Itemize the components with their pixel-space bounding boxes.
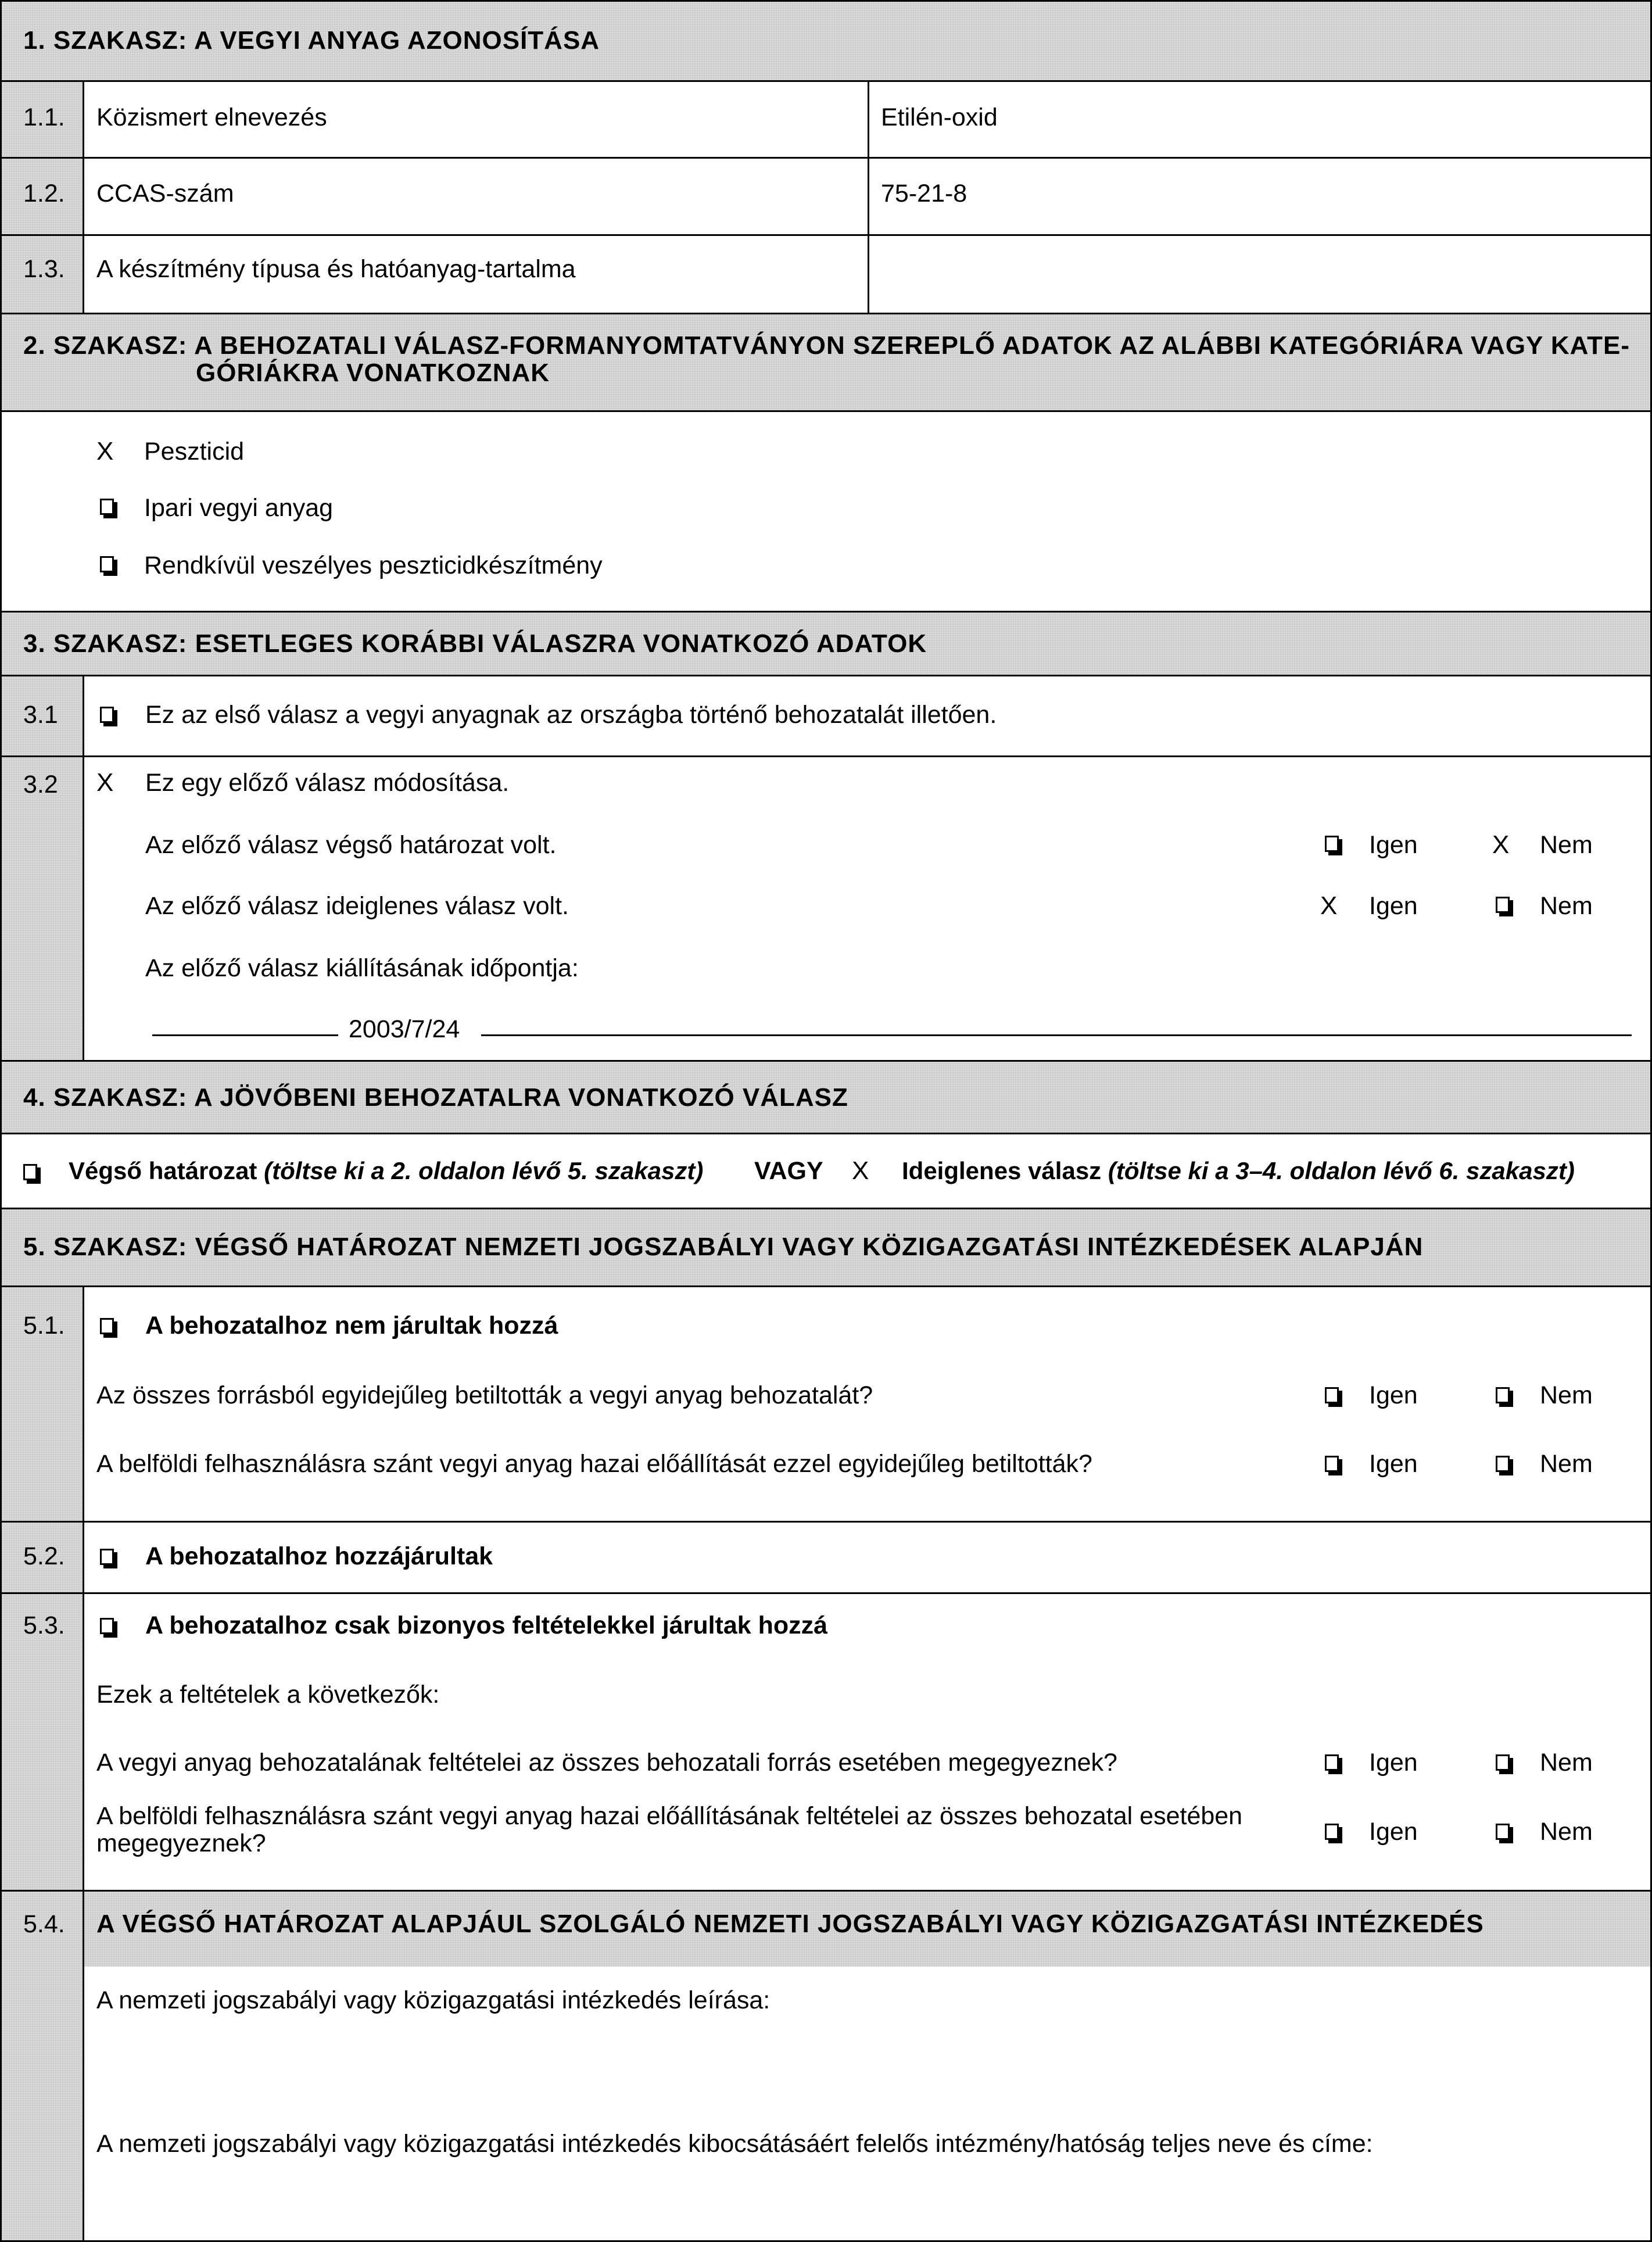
rule	[0, 1060, 1652, 1062]
no-label: Nem	[1540, 1749, 1593, 1777]
rule	[0, 755, 1652, 757]
checkbox-final-decision[interactable]	[23, 1164, 37, 1180]
rule	[0, 611, 1652, 613]
interim-response-note: (töltse ki a 3–4. oldalon lévő 6. szakaszt)	[1108, 1157, 1575, 1184]
previous-date-value[interactable]: 2003/7/24	[349, 1015, 460, 1043]
rule	[0, 1133, 1652, 1134]
checkbox-industrial-chemical[interactable]	[100, 499, 114, 515]
date-fill-line-left	[152, 1034, 338, 1036]
checkbox-severely-hazardous-formulation[interactable]	[100, 556, 114, 572]
checkbox-cond-sources-yes[interactable]	[1325, 1754, 1339, 1771]
rule	[0, 1285, 1652, 1287]
previous-final-question: Az előző válasz végső határozat volt.	[145, 831, 557, 859]
yes-label: Igen	[1369, 1749, 1418, 1777]
conditions-domestic-question-line-1: A belföldi felhasználásra szánt vegyi anyag hazai előállításának feltételei az összes behozatal esetében	[96, 1802, 1243, 1830]
rule	[0, 80, 1652, 82]
previous-interim-question: Az előző válasz ideiglenes válasz volt.	[145, 892, 569, 920]
section-1-title: 1. SZAKASZ: A VEGYI ANYAG AZONOSÍTÁSA	[23, 26, 600, 55]
option-severely-hazardous-label: Rendkívül veszélyes peszticidkészítmény	[144, 551, 603, 579]
rule	[0, 1521, 1652, 1523]
checkbox-prev-interim-no[interactable]	[1496, 897, 1510, 913]
rule	[0, 1208, 1652, 1209]
column-rule	[868, 80, 869, 313]
interim-response-option	[902, 1156, 1575, 1186]
final-decision-label: Végső határozat	[69, 1157, 257, 1184]
cas-number-value[interactable]: 75-21-8	[881, 180, 967, 207]
or-label: VAGY	[754, 1157, 823, 1185]
rule	[0, 410, 1652, 412]
x-mark-prev-interim-yes[interactable]: X	[1320, 891, 1338, 920]
section-5-title: 5. SZAKASZ: VÉGSŐ HATÁROZAT NEMZETI JOGSZABÁLYI VAGY KÖZIGAZGATÁSI INTÉZKEDÉSEK ALAPJÁN	[23, 1233, 1424, 1261]
yes-label: Igen	[1369, 831, 1418, 859]
rule	[0, 313, 1652, 314]
yes-label: Igen	[1369, 892, 1418, 920]
checkbox-import-not-consented[interactable]	[100, 1318, 114, 1334]
option-industrial-chemical-label: Ipari vegyi anyag	[144, 494, 334, 522]
row-number: 3.1	[23, 701, 58, 729]
column-rule	[83, 80, 84, 313]
issuing-authority-label: A nemzeti jogszabályi vagy közigazgatási intézkedés kibocsátásáért felelős intézmény/hatóság teljes neve és címe:	[96, 2130, 1373, 2158]
regulatory-action-description-label: A nemzeti jogszabályi vagy közigazgatási intézkedés leírása:	[96, 1986, 771, 2014]
row-number: 5.3.	[23, 1611, 65, 1639]
row-number: 5.4.	[23, 1910, 65, 1938]
yes-label: Igen	[1369, 1450, 1418, 1478]
previous-date-label: Az előző válasz kiállításának időpontja:	[145, 954, 579, 982]
import-conditional-title: A behozatalhoz csak bizonyos feltételekkel járultak hozzá	[145, 1611, 828, 1639]
checkbox-domestic-banned-no[interactable]	[1496, 1456, 1510, 1472]
conditions-domestic-question-line-2: megegyeznek?	[96, 1829, 266, 1857]
x-mark-modification[interactable]: X	[96, 768, 114, 797]
row-number: 1.3.	[23, 255, 65, 283]
checkbox-cond-domestic-no[interactable]	[1496, 1824, 1510, 1840]
final-decision-option	[69, 1156, 703, 1186]
rule	[0, 157, 1652, 159]
all-sources-banned-question: Az összes forrásból egyidejűleg betiltották a vegyi anyag behozatalát?	[96, 1381, 873, 1409]
section-2-title-line-2: GÓRIÁKRA VONATKOZNAK	[196, 359, 550, 387]
common-name-value[interactable]: Etilén-oxid	[881, 103, 998, 131]
no-label: Nem	[1540, 831, 1593, 859]
no-label: Nem	[1540, 1818, 1593, 1846]
checkbox-import-consented[interactable]	[100, 1549, 114, 1565]
date-fill-line-right	[481, 1034, 1632, 1036]
yes-label: Igen	[1369, 1818, 1418, 1846]
import-consented-title: A behozatalhoz hozzájárultak	[145, 1542, 493, 1570]
x-mark-pesticide[interactable]: X	[96, 437, 114, 465]
section-3-title: 3. SZAKASZ: ESETLEGES KORÁBBI VÁLASZRA VONATKOZÓ ADATOK	[23, 629, 927, 658]
no-label: Nem	[1540, 892, 1593, 920]
section-2-title-line-1: 2. SZAKASZ: A BEHOZATALI VÁLASZ-FORMANYOMTATVÁNYON SZEREPLŐ ADATOK AZ ALÁBBI KATEGÓRIÁRA VAGY KATE-	[23, 331, 1630, 360]
x-mark-prev-final-no[interactable]: X	[1492, 830, 1510, 859]
x-mark-interim-response[interactable]: X	[852, 1156, 869, 1185]
regulatory-action-title: A VÉGSŐ HATÁROZAT ALAPJÁUL SZOLGÁLÓ NEMZETI JOGSZABÁLYI VAGY KÖZIGAZGATÁSI INTÉZKEDÉS	[96, 1910, 1484, 1938]
no-label: Nem	[1540, 1450, 1593, 1478]
checkbox-all-sources-yes[interactable]	[1325, 1387, 1339, 1403]
conditions-intro: Ezek a feltételek a következők:	[96, 1681, 440, 1709]
first-response-text: Ez az első válasz a vegyi anyagnak az országba történő behozatalát illetően.	[145, 701, 997, 729]
preparation-type-label: A készítmény típusa és hatóanyag-tartalma	[96, 255, 576, 283]
checkbox-import-conditional[interactable]	[100, 1618, 114, 1634]
rule	[0, 234, 1652, 236]
import-not-consented-title: A behozatalhoz nem járultak hozzá	[145, 1312, 558, 1340]
rule	[0, 675, 1652, 676]
rule	[0, 1592, 1652, 1594]
final-decision-note: (töltse ki a 2. oldalon lévő 5. szakaszt)	[264, 1157, 704, 1184]
row-number: 3.2	[23, 771, 58, 798]
domestic-production-banned-question: A belföldi felhasználásra szánt vegyi anyag hazai előállítását ezzel egyidejűleg betiltották?	[96, 1450, 1092, 1478]
interim-response-label: Ideiglenes válasz	[902, 1157, 1102, 1184]
modification-text: Ez egy előző válasz módosítása.	[145, 769, 510, 797]
column-rule	[83, 675, 84, 1060]
row-number: 1.2.	[23, 180, 65, 207]
row-number: 5.1.	[23, 1312, 65, 1340]
checkbox-prev-final-yes[interactable]	[1325, 836, 1339, 852]
row-number: 5.2.	[23, 1542, 65, 1570]
common-name-label: Közismert elnevezés	[96, 103, 327, 131]
checkbox-cond-sources-no[interactable]	[1496, 1754, 1510, 1771]
yes-label: Igen	[1369, 1381, 1418, 1409]
row-number: 1.1.	[23, 103, 65, 131]
checkbox-cond-domestic-yes[interactable]	[1325, 1824, 1339, 1840]
checkbox-all-sources-no[interactable]	[1496, 1387, 1510, 1403]
no-label: Nem	[1540, 1381, 1593, 1409]
section-4-title: 4. SZAKASZ: A JÖVŐBENI BEHOZATALRA VONATKOZÓ VÁLASZ	[23, 1083, 848, 1112]
option-pesticide-label: Peszticid	[144, 438, 245, 465]
cas-number-label: CCAS-szám	[96, 180, 234, 207]
column-rule	[83, 1285, 84, 2242]
rule	[0, 1890, 1652, 1892]
checkbox-first-response[interactable]	[100, 707, 114, 723]
checkbox-domestic-banned-yes[interactable]	[1325, 1456, 1339, 1472]
conditions-same-all-sources-question: A vegyi anyag behozatalának feltételei az összes behozatali forrás esetében megegyeznek?	[96, 1749, 1117, 1777]
